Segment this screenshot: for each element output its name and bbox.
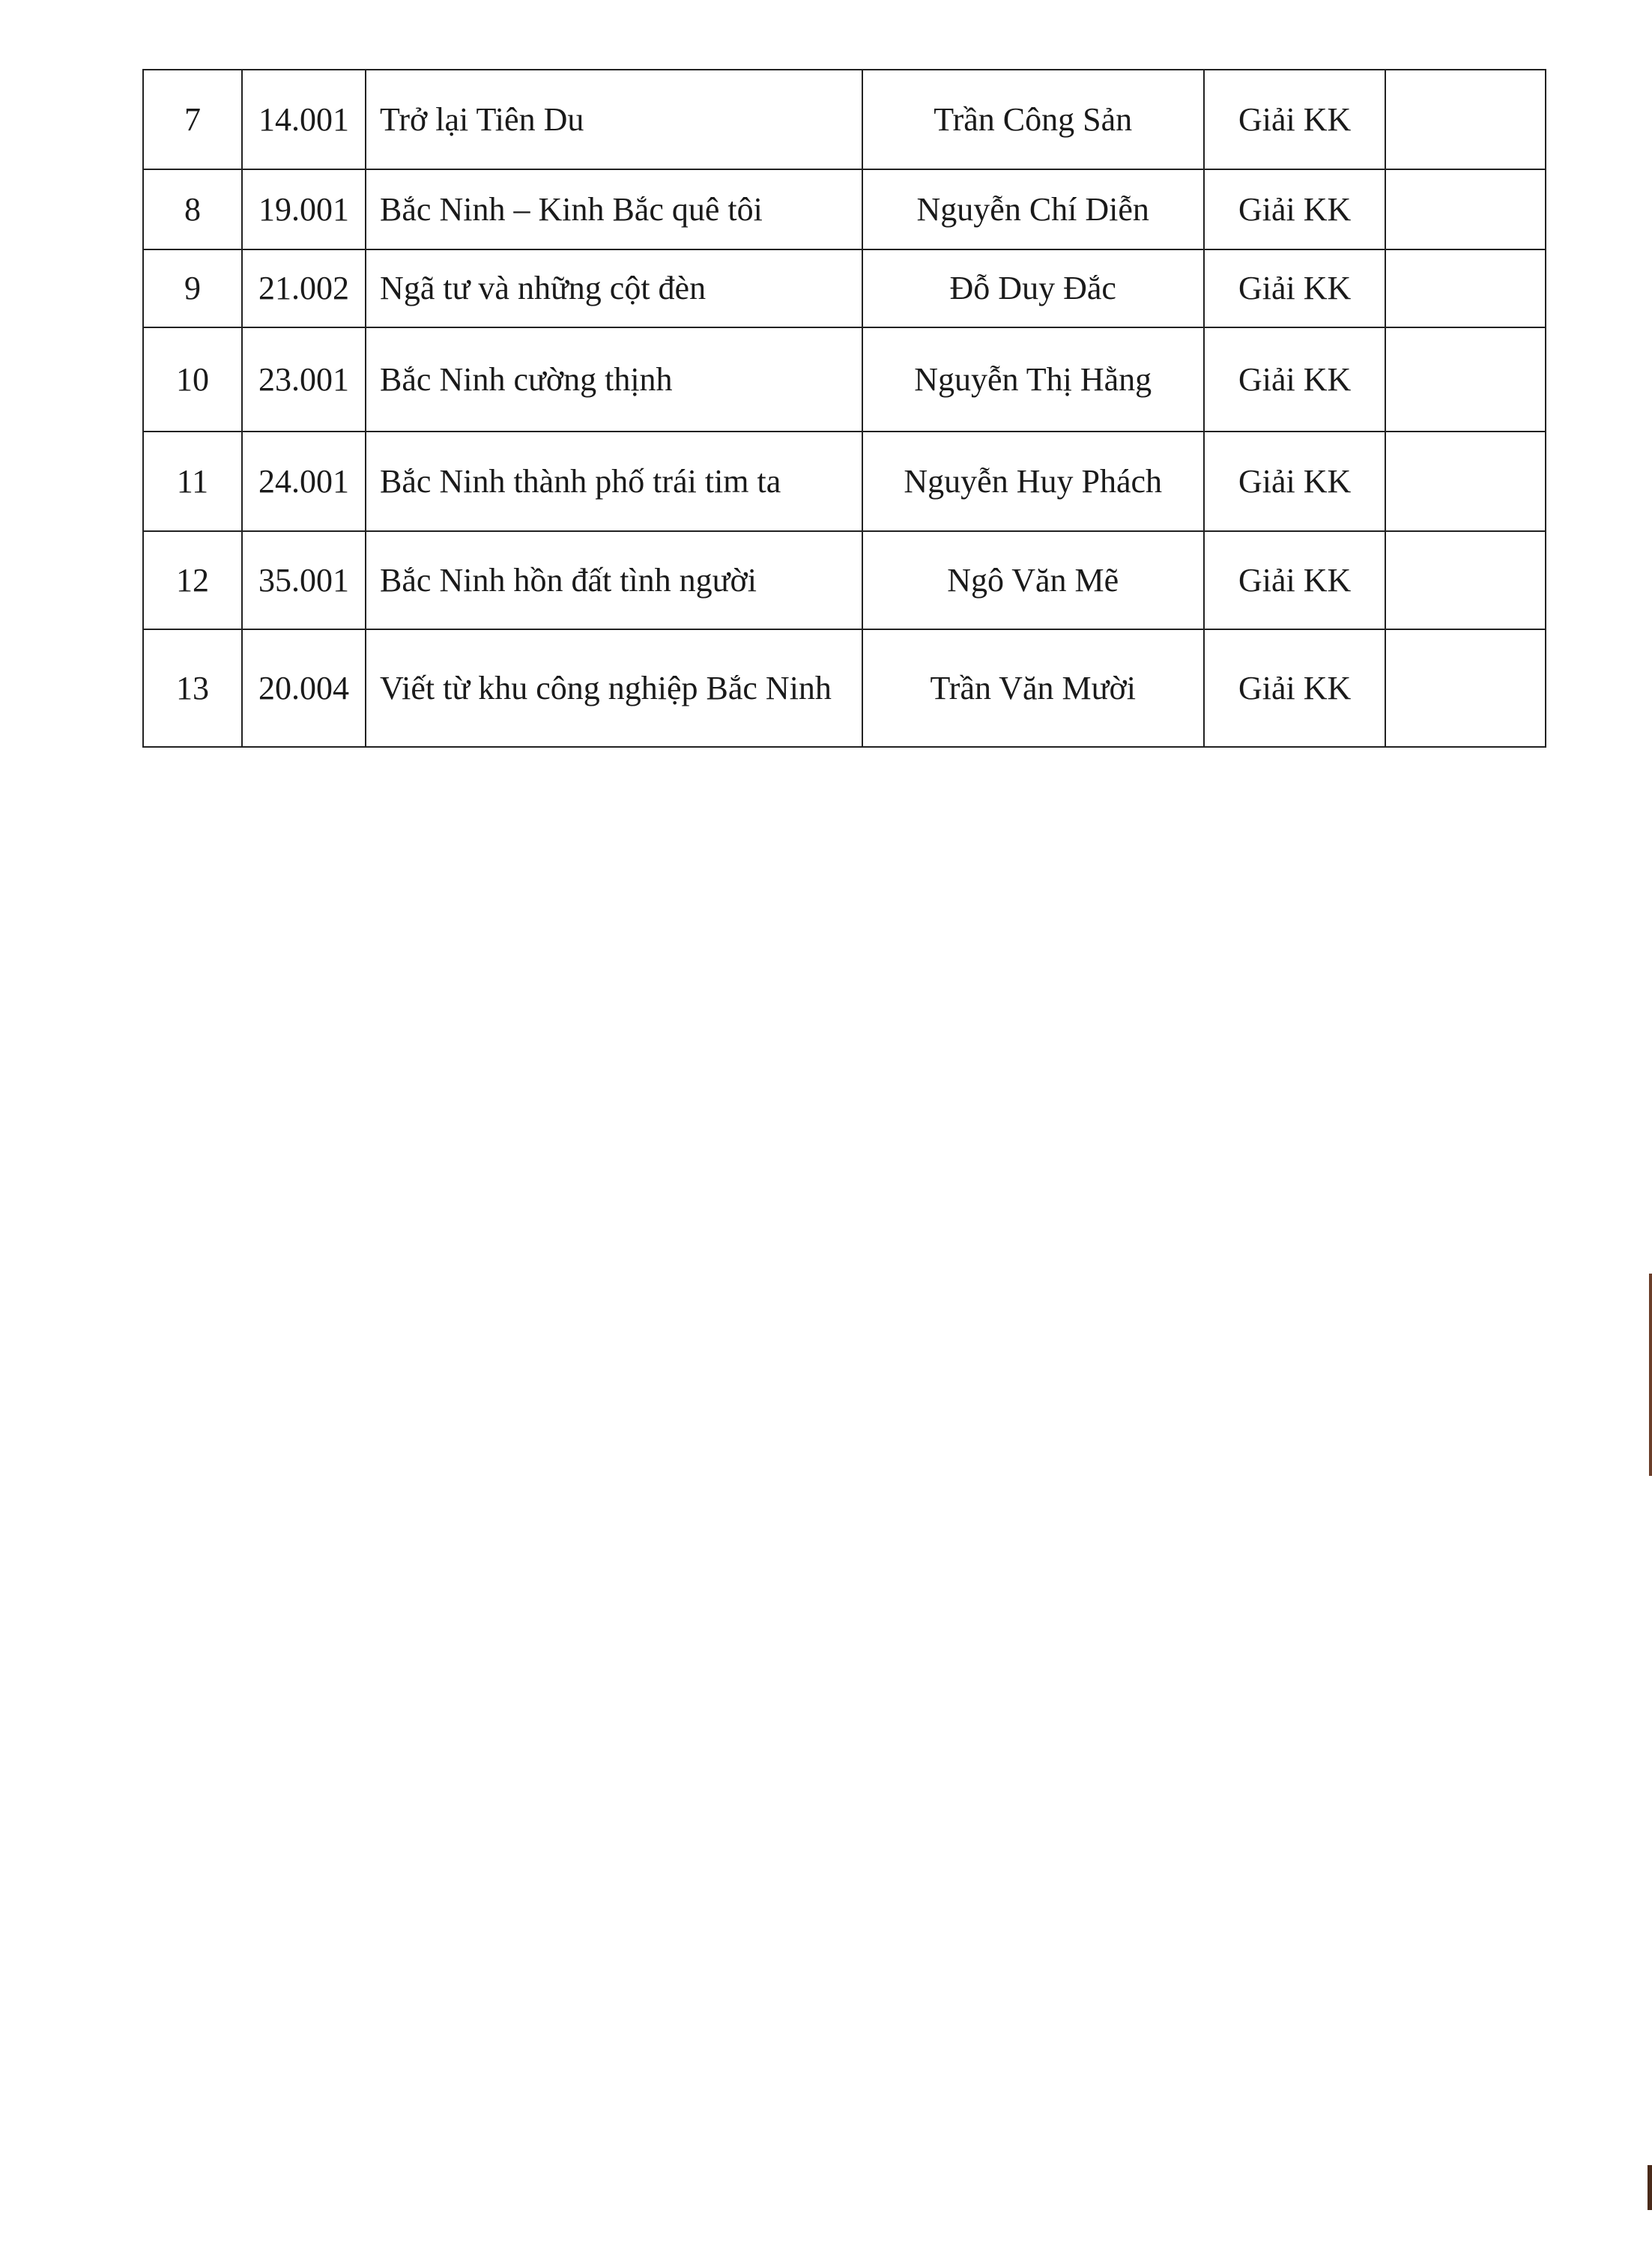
- table-row: [143, 249, 1546, 327]
- entry-author: Ngô Văn Mẽ: [862, 531, 1204, 629]
- entry-note: [1385, 327, 1546, 432]
- entry-title: Trở lại Tiên Du: [366, 70, 862, 169]
- table-row: [143, 432, 1546, 531]
- entry-code: 23.001: [242, 327, 366, 432]
- scan-edge-mark: [1649, 1274, 1652, 1476]
- row-number: 12: [143, 531, 242, 629]
- table-row: [143, 169, 1546, 249]
- entry-code: 20.004: [242, 629, 366, 747]
- entry-prize: Giải KK: [1204, 629, 1386, 747]
- table-row: [143, 531, 1546, 629]
- entry-prize: Giải KK: [1204, 249, 1386, 327]
- entry-note: [1385, 531, 1546, 629]
- row-number: 11: [143, 432, 242, 531]
- awards-table-body: [143, 70, 1546, 747]
- entry-author: Trần Công Sản: [862, 70, 1204, 169]
- entry-prize: Giải KK: [1204, 70, 1386, 169]
- entry-code: 14.001: [242, 70, 366, 169]
- entry-note: [1385, 70, 1546, 169]
- entry-author: Nguyễn Thị Hằng: [862, 327, 1204, 432]
- entry-title: Bắc Ninh thành phố trái tim ta: [366, 432, 862, 531]
- entry-title: Bắc Ninh – Kinh Bắc quê tôi: [366, 169, 862, 249]
- entry-note: [1385, 169, 1546, 249]
- entry-prize: Giải KK: [1204, 432, 1386, 531]
- entry-author: Nguyễn Huy Phách: [862, 432, 1204, 531]
- entry-prize: Giải KK: [1204, 169, 1386, 249]
- entry-note: [1385, 249, 1546, 327]
- entry-code: 24.001: [242, 432, 366, 531]
- row-number: 7: [143, 70, 242, 169]
- entry-code: 35.001: [242, 531, 366, 629]
- entry-prize: Giải KK: [1204, 327, 1386, 432]
- entry-title: Ngã tư và những cột đèn: [366, 249, 862, 327]
- entry-title: Viết từ khu công nghiệp Bắc Ninh: [366, 629, 862, 747]
- entry-note: [1385, 629, 1546, 747]
- entry-code: 21.002: [242, 249, 366, 327]
- scan-edge-mark: [1648, 2165, 1652, 2210]
- entry-title: Bắc Ninh hồn đất tình người: [366, 531, 862, 629]
- row-number: 8: [143, 169, 242, 249]
- entry-author: Nguyễn Chí Diễn: [862, 169, 1204, 249]
- entry-title: Bắc Ninh cường thịnh: [366, 327, 862, 432]
- table-row: [143, 629, 1546, 747]
- entry-code: 19.001: [242, 169, 366, 249]
- row-number: 10: [143, 327, 242, 432]
- table-row: [143, 70, 1546, 169]
- row-number: 13: [143, 629, 242, 747]
- entry-prize: Giải KK: [1204, 531, 1386, 629]
- table-row: [143, 327, 1546, 432]
- entry-note: [1385, 432, 1546, 531]
- entry-author: Đỗ Duy Đắc: [862, 249, 1204, 327]
- awards-table: [142, 69, 1546, 748]
- entry-author: Trần Văn Mười: [862, 629, 1204, 747]
- row-number: 9: [143, 249, 242, 327]
